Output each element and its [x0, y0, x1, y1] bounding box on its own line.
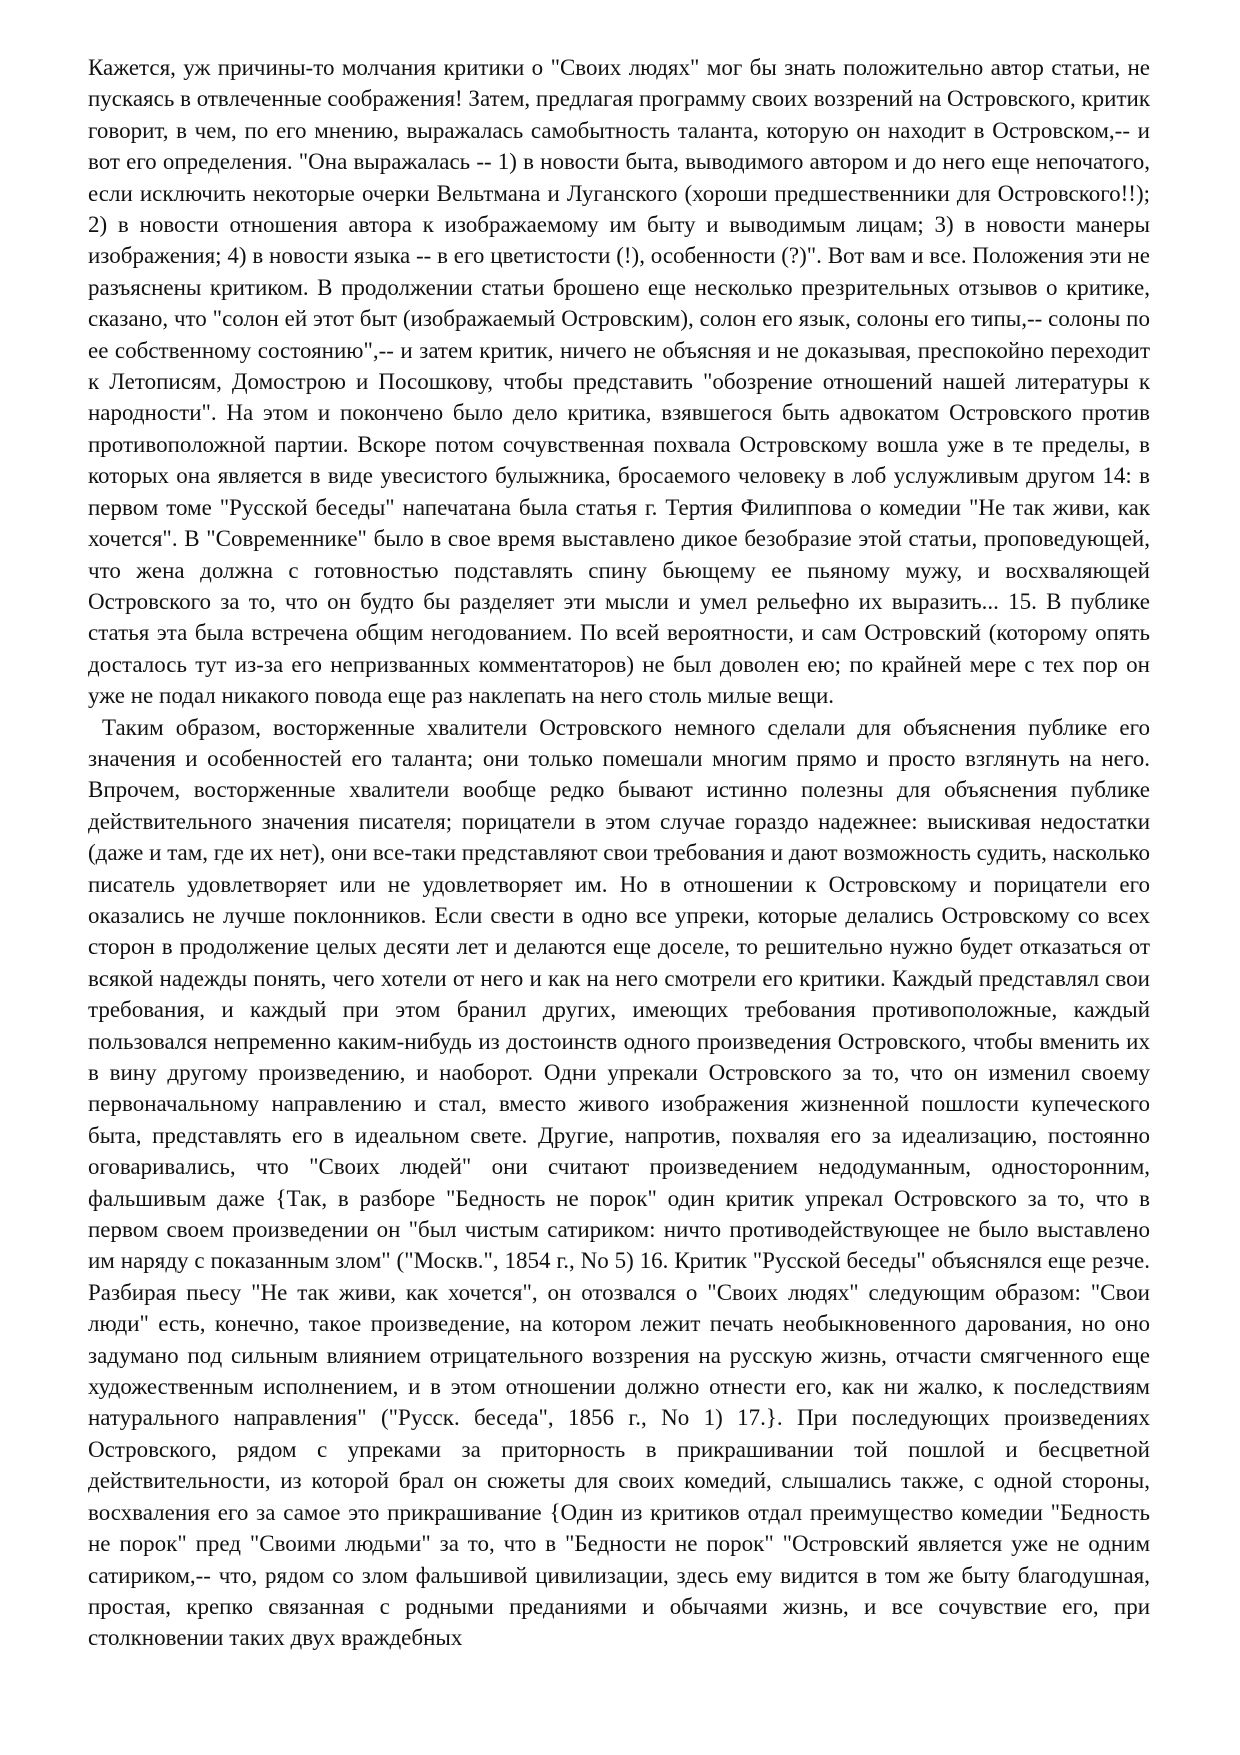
paragraph: Кажется, уж причины-то молчания критики о "Своих людях" мог бы знать положительно автор статьи, не пускаясь в отвлеченные соображения! Затем, предлагая программу своих воззрений на Островского, критик говорит, в чем, по его мнению, выражалась самобытность таланта, которую он находит в Островском,-- и вот его определения. "Она выражалась -- 1) в новости быта, выводимого автором и до него еще непочатого, если исключить некоторые очерки Вельтмана и Луганского (хороши предшественники для Островского!!); 2) в новости отношения автора к изображаемому им быту и выводимым лицам; 3) в новости манеры изображения; 4) в новости языка -- в его цветистости (!), особенности (?)". Вот вам и все. Положения эти не разъяснены критиком. В продолжении статьи брошено еще несколько презрительных отзывов о критике, сказано, что "солон ей этот быт (изображаемый Островским), солон его язык, солоны его типы,-- солоны по ее собственному состоянию",-- и затем критик, ничего не объясняя и не доказывая, преспокойно переходит к Летописям, Домострою и Посошкову, чтобы представить "обозрение отношений нашей литературы к народности". На этом и покончено было дело критика, взявшегося быть адвокатом Островского против противоположной партии. Вскоре потом сочувственная похвала Островскому вошла уже в те пределы, в которых она является в виде увесистого булыжника, бросаемого человеку в лоб услужливым другом 14: в первом томе "Русской беседы" напечатана была статья г. Тертия Филиппова о комедии "Не так живи, как хочется". В "Современнике" было в свое время выставлено дикое безобразие этой статьи, проповедующей, что жена должна с готовностью подставлять спину бьющему ее пьяному мужу, и восхваляющей Островского за то, что он будто бы разделяет эти мысли и умел рельефно их выразить... 15. В публике статья эта была встречена общим негодованием. По всей вероятности, и сам Островский (которому опять досталось тут из-за его непризванных комментаторов) не был доволен ею; по крайней мере с тех пор он уже не подал никакого повода еще раз наклепать на него столь милые вещи.	[88, 55, 1151, 709]
paragraph: Таким образом, восторженные хвалители Островского немного сделали для объяснения публике его значения и особенностей его таланта; они только помешали многим прямо и просто взглянуть на него. Впрочем, восторженные хвалители вообще редко бывают истинно полезны для объяснения публике действительного значения писателя; порицатели в этом случае гораздо надежнее: выискивая недостатки (даже и там, где их нет), они все-таки представляют свои требования и дают возможность судить, насколько писатель удовлетворяет или не удовлетворяет им. Но в отношении к Островскому и порицатели его оказались не лучше поклонников. Если свести в одно все упреки, которые делались Островскому со всех сторон в продолжение целых десяти лет и делаются еще доселе, то решительно нужно будет отказаться от всякой надежды понять, чего хотели от него и как на него смотрели его критики. Каждый представлял свои требования, и каждый при этом бранил других, имеющих требования противоположные, каждый пользовался непременно каким-нибудь из достоинств одного произведения Островского, чтобы вменить их в вину другому произведению, и наоборот. Одни упрекали Островского за то, что он изменил своему первоначальному направлению и стал, вместо живого изображения жизненной пошлости купеческого быта, представлять его в идеальном свете. Другие, напротив, похваляя его за идеализацию, постоянно оговаривались, что "Своих людей" они считают произведением недодуманным, односторонним, фальшивым даже {Так, в разборе "Бедность не порок" один критик упрекал Островского за то, что в первом своем произведении он "был чистым сатириком: ничто противодействующее не было выставлено им наряду с показанным злом" ("Москв.", 1854 г., No 5) 16. Критик "Русской беседы" объяснялся еще резче. Разбирая пьесу "Не так живи, как хочется", он отозвался о "Своих людях" следующим образом: "Свои люди" есть, конечно, такое произведение, на котором лежит печать необыкновенного дарования, но оно задумано под сильным влиянием отрицательного воззрения на русскую жизнь, отчасти смягченного еще художественным исполнением, и в этом отношении должно отнести его, как ни жалко, к последствиям натурального направления" ("Русск. беседа", 1856 г., No 1) 17.}. При последующих произведениях Островского, рядом с упреками за приторность в прикрашивании той пошлой и бесцветной действительности, из которой брал он сюжеты для своих комедий, слышались также, с одной стороны, восхваления его за самое это прикрашивание {Один из критиков отдал преимущество комедии "Бедность не порок" пред "Своими людьми" за то, что в "Бедности не порок" "Островский является уже не одним сатириком,-- что, рядом со злом фальшивой цивилизации, здесь ему видится в том же быту благодушная, простая, крепко связанная с родными преданиями и обычаями жизнь, и все сочувствие его, при столкновении таких двух враждебных	[88, 714, 1150, 1651]
document-page	[88, 52, 1150, 1654]
